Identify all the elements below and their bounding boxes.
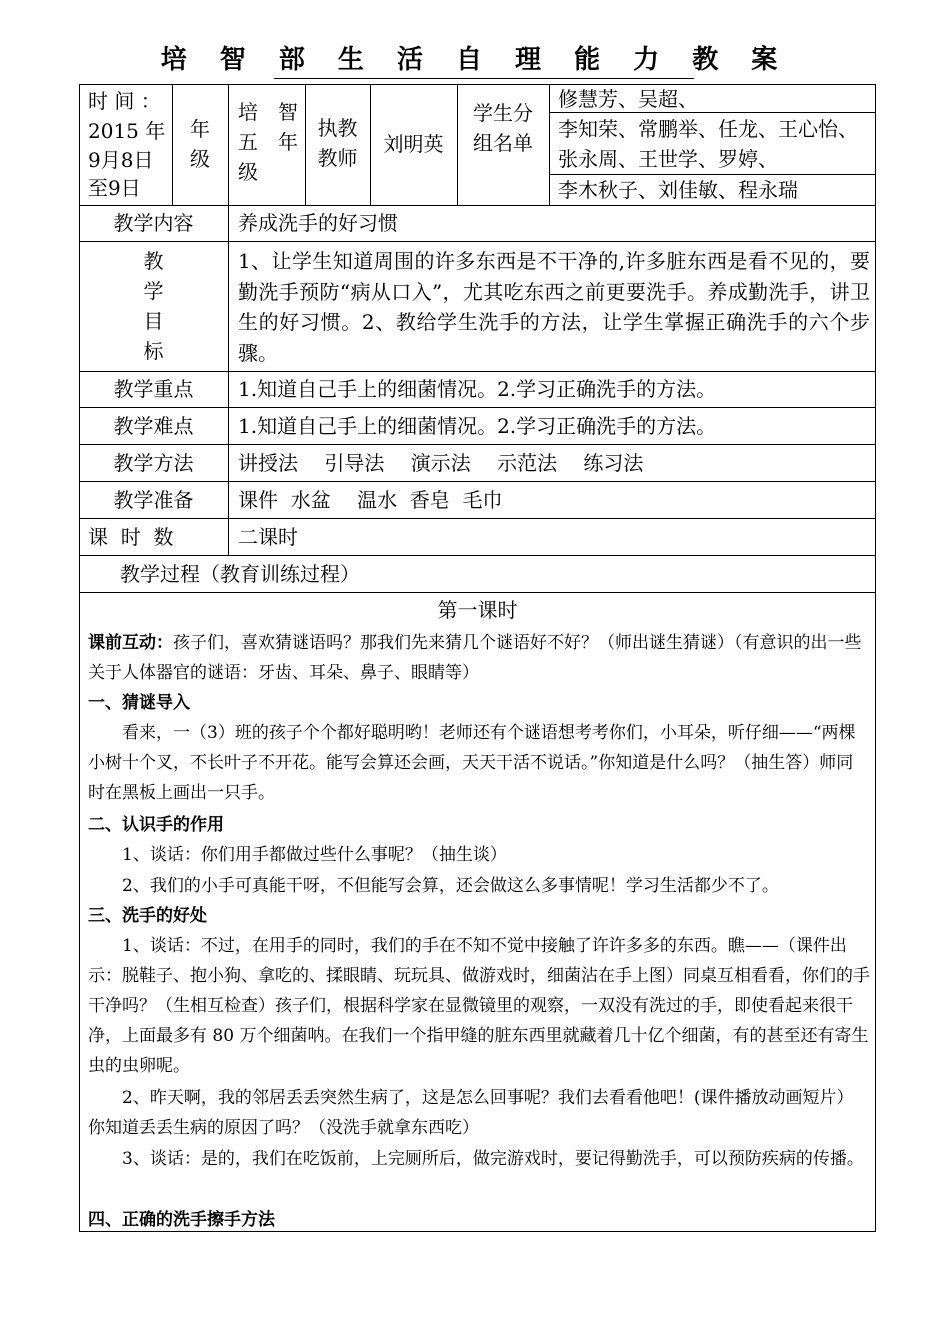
difficulty-label: 教学难点 [113,414,194,438]
section-heading: 三、洗手的好处 [88,906,207,926]
col-divider [549,84,550,205]
section-heading: 二、认识手的作用 [88,815,224,835]
group-line: 李木秋子、刘佳敏、程永瑞 [558,178,798,202]
process-label: 教学过程（教育训练过程） [120,562,360,586]
time-value-start: 9月8日 [88,148,154,172]
section-paragraph: 3、谈话：是的，我们在吃饭前，上完厕所后，做完游戏时，要记得勤洗手，可以预防疾病的传播。 [122,1149,864,1169]
time-value-year: 2015 年 [88,119,166,143]
section-heading: 四、正确的洗手擦手方法 [88,1210,275,1230]
grade-label: 年 级 [190,117,210,171]
warmup-label: 课前互动： [88,633,173,653]
group-line: 李知荣、常鹏举、任龙、王心怡、 [558,117,858,141]
row-divider [79,241,876,242]
hours-value: 二课时 [238,525,298,549]
row-divider [79,371,876,372]
teacher-name: 刘明英 [383,132,444,156]
section-paragraph: 2、昨天啊，我的邻居丢丢突然生病了，这是怎么回事呢？我们去看看他吧！(课件播放动画短片）你知道丢丢生病的原因了吗？（没洗手就拿东西吃） [88,1088,854,1138]
grade-value: 培 智 五 年 级 [238,100,298,184]
teacher-label: 执教 教师 [317,116,358,170]
method-value: 讲授法 引导法 演示法 示范法 练习法 [238,451,644,475]
page-title: 培 智 部 生 活 自 理 能 力 教 案 [160,45,790,75]
prep-label: 教学准备 [113,488,194,512]
col-divider [228,84,229,205]
focus-value: 1.知道自己手上的细菌情况。2.学习正确洗手的方法。 [238,377,717,401]
time-value-end: 至9日 [88,176,141,200]
content-value: 养成洗手的好习惯 [238,211,398,235]
method-label: 教学方法 [113,451,194,475]
goal-value: 1、让学生知道周围的许多东西是不干净的,许多脏东西是看不见的，要勤洗手预防“病从口入”，尤其吃东西之前更要洗手。养成勤洗手，讲卫生的好习惯。2、教给学生洗手的方法，让学生掌握正确洗手的六个步骤。 [238,249,870,365]
row-divider [79,518,876,519]
session-title: 第一课时 [437,598,518,622]
section-paragraph: 2、我们的小手可真能干呀，不但能写会算，还会做这么多事情呢！学习生活都少不了。 [122,876,779,896]
row-divider [79,205,876,206]
col-divider [228,205,229,555]
difficulty-value: 1.知道自己手上的细菌情况。2.学习正确洗手的方法。 [238,414,717,438]
goal-label: 教 学 目 标 [143,249,164,363]
title-underline [274,78,694,79]
focus-label: 教学重点 [113,377,194,401]
section-paragraph: 1、谈话：不过，在用手的同时，我们的手在不知不觉中接触了许许多多的东西。瞧——（课件出示：脱鞋子、抱小狗、拿吃的、揉眼睛、玩玩具、做游戏时，细菌沾在手上图）同桌互相看看，你们的手干净吗？（生相互检查）孩子们，根据科学家在显微镜里的观察，一双没有洗过的手，即使看起来很干净，上面最多有 80 万个细菌呐。在我们一个指甲缝的脏东西里就藏着几十亿个细菌，有的甚至还有寄生虫的虫卵呢。 [88,936,870,1076]
prep-value: 课件 水盆 温水 香皂 毛巾 [238,488,503,512]
group-label: 学生分 组名单 [473,101,533,155]
section-paragraph: 看来，一（3）班的孩子个个都好聪明哟！老师还有个谜语想考考你们，小耳朵，听仔细——“两棵小树十个叉，不长叶子不开花。能写会算还会画，天天干活不说话。”你知道是什么吗？（抽生答）师同时在黑板上画出一只手。 [88,723,856,803]
time-label: 时 间 ： [88,89,161,113]
warmup-paragraph [88,628,870,688]
section-paragraph: 1、谈话：你们用手都做过些什么事呢？（抽生谈） [122,845,507,865]
warmup-text: 孩子们，喜欢猜谜语吗？那我们先来猜几个谜语好不好？（师出谜生猜谜）（有意识的出一些关于人体器官的谜语：牙齿、耳朵、鼻子、眼睛等） [88,633,862,683]
content-label: 教学内容 [113,211,194,235]
row-divider [79,555,876,556]
group-line: 修慧芳、吴超、 [558,87,698,111]
row-divider [79,481,876,482]
row-divider [79,444,876,445]
row-divider [79,592,876,593]
section-heading: 一、猜谜导入 [88,693,190,713]
row-divider [79,407,876,408]
group-line: 张永周、王世学、罗婷、 [558,147,778,171]
hours-label: 课 时 数 [88,525,174,549]
